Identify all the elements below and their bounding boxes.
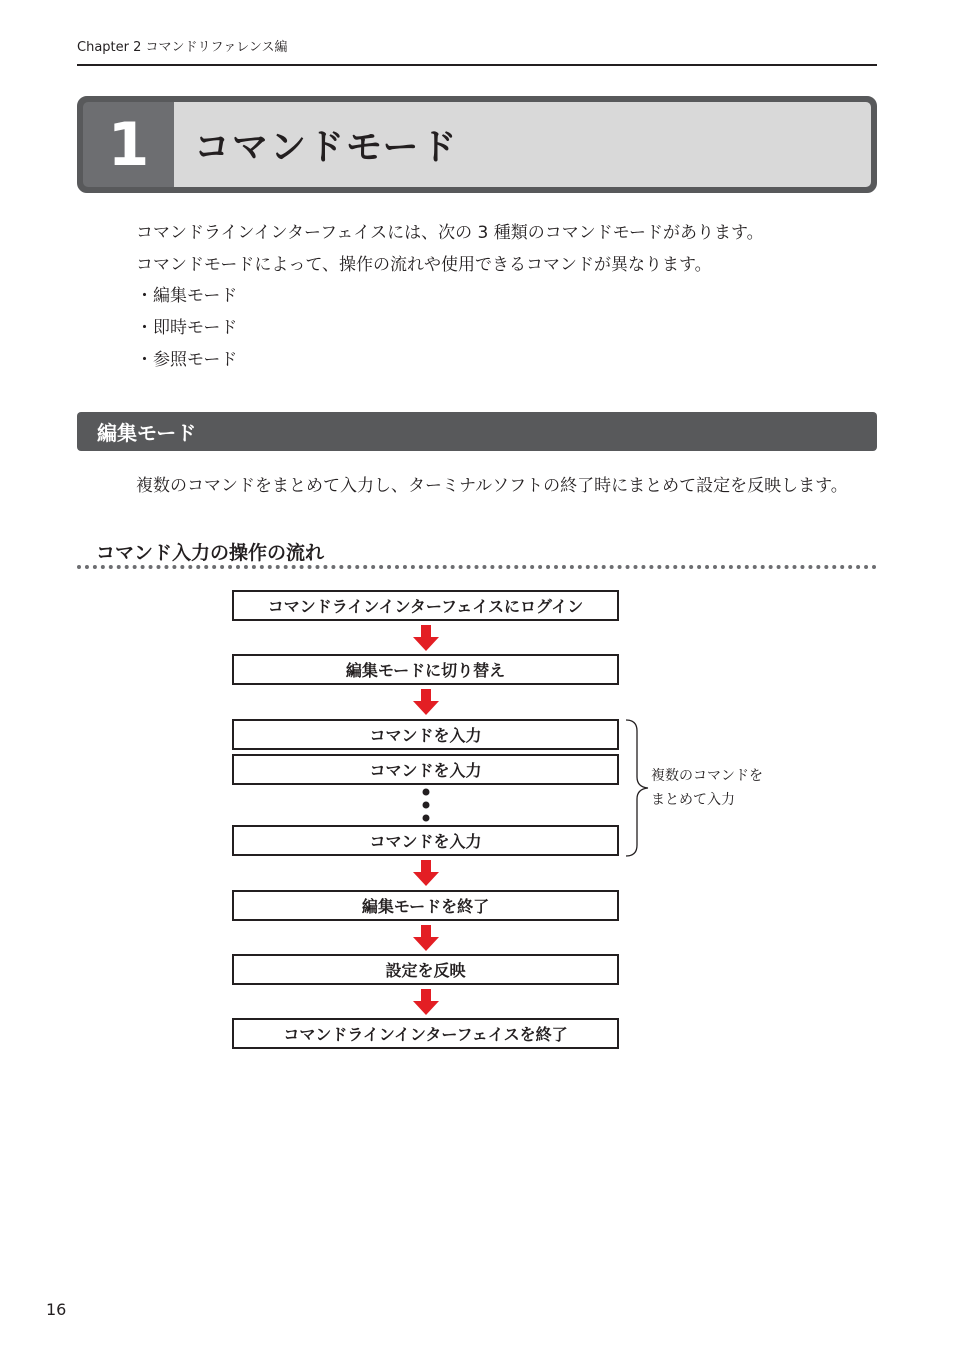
dotted-divider (77, 565, 877, 569)
right-brace-icon (624, 719, 654, 857)
list-item: ・編集モード (136, 286, 238, 306)
chapter-title: コマンドモード (194, 127, 459, 168)
intro-paragraph (136, 217, 764, 281)
page-number: 16 (46, 1300, 67, 1319)
mode-list (136, 280, 237, 376)
flow-step-input-command: コマンドを入力 (232, 719, 619, 750)
section-title: 編集モード (97, 421, 197, 445)
running-head: Chapter 2 コマンドリファレンス編 (77, 40, 288, 55)
chapter-title-box (174, 102, 871, 187)
flow-step-apply-settings: 設定を反映 (232, 954, 619, 985)
intro-line-2: コマンドモードによって、操作の流れや使用できるコマンドが異なります。 (136, 255, 712, 275)
flow-step-exit-cli: コマンドラインインターフェイスを終了 (232, 1018, 619, 1049)
list-item: ・即時モード (136, 318, 238, 338)
section-description: 複数のコマンドをまとめて入力し、ターミナルソフトの終了時にまとめて設定を反映します。 (136, 476, 848, 496)
flow-step-input-command: コマンドを入力 (232, 754, 619, 785)
brace-note (651, 764, 763, 812)
ellipsis-dots-icon (421, 788, 431, 822)
subsection-title: コマンド入力の操作の流れ (96, 542, 325, 564)
header-rule (77, 64, 877, 66)
down-arrow-icon (413, 925, 439, 951)
brace-note-line-1: 複数のコマンドを (651, 768, 763, 784)
section-heading (77, 412, 877, 451)
down-arrow-icon (413, 989, 439, 1015)
down-arrow-icon (413, 689, 439, 715)
chapter-heading (77, 96, 877, 193)
flow-step-switch-edit: 編集モードに切り替え (232, 654, 619, 685)
down-arrow-icon (413, 625, 439, 651)
flow-step-exit-edit: 編集モードを終了 (232, 890, 619, 921)
chapter-number: 1 (83, 102, 174, 187)
flow-step-login: コマンドラインインターフェイスにログイン (232, 590, 619, 621)
intro-line-1: コマンドラインインターフェイスには、次の 3 種類のコマンドモードがあります。 (136, 223, 764, 243)
flow-step-input-command: コマンドを入力 (232, 825, 619, 856)
down-arrow-icon (413, 860, 439, 886)
brace-note-line-2: まとめて入力 (651, 792, 735, 808)
list-item: ・参照モード (136, 350, 238, 370)
